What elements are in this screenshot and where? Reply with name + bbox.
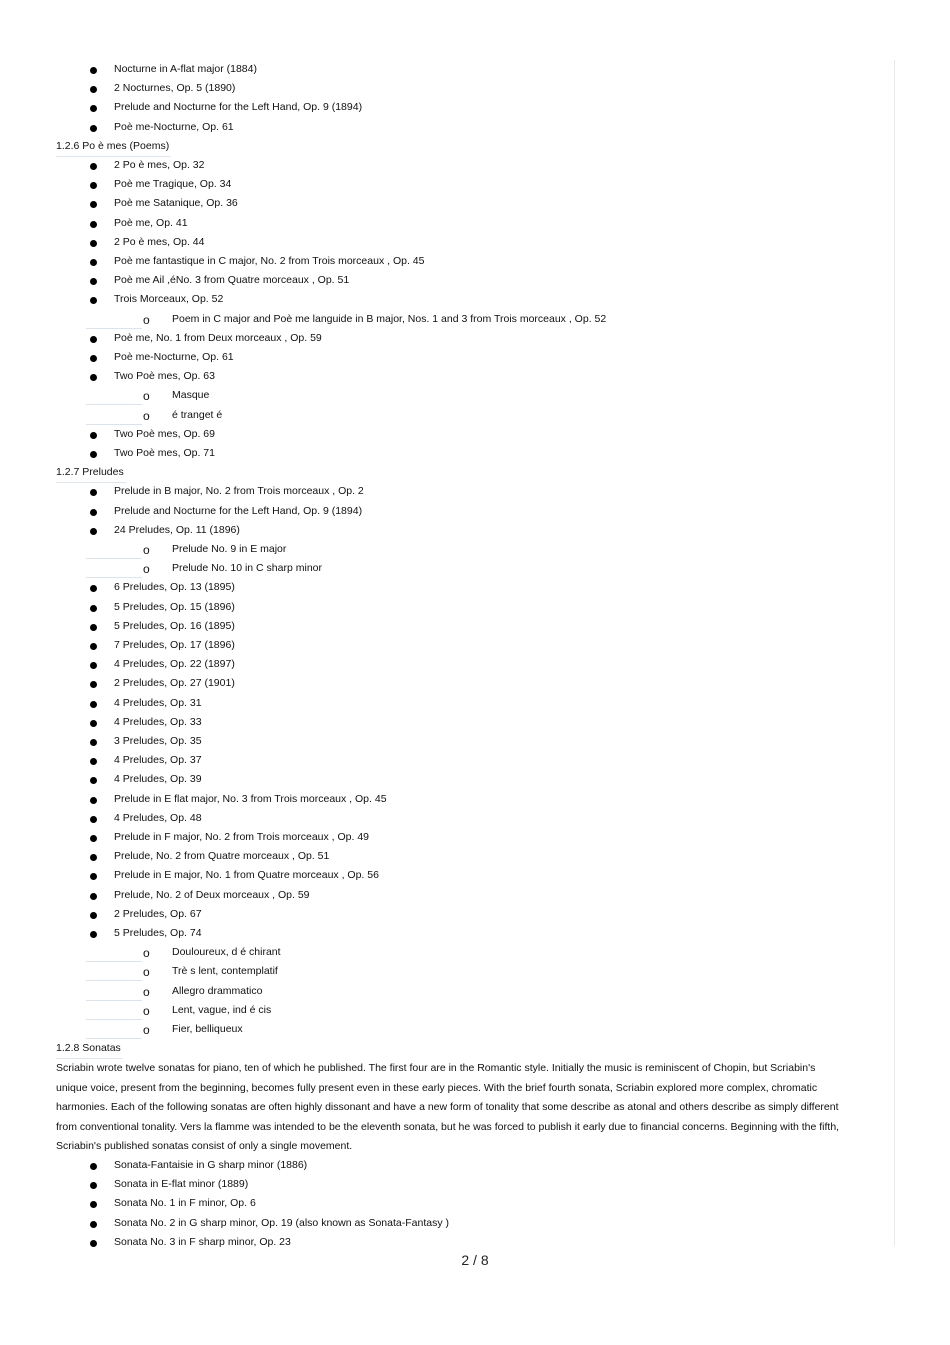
page-indicator: 2 / 8: [461, 1252, 489, 1268]
circle-bullet-icon: o: [143, 543, 150, 557]
bullet-icon: [90, 163, 97, 170]
list-item: Two Poè mes, Op. 69: [114, 427, 215, 440]
bullet-icon: [90, 777, 97, 784]
bullet-icon: [90, 259, 97, 266]
list-item: 4 Preludes, Op. 48: [114, 811, 202, 824]
list-item: Prelude, No. 2 of Deux morceaux , Op. 59: [114, 888, 310, 901]
list-item: 4 Preludes, Op. 33: [114, 715, 202, 728]
bullet-icon: [90, 643, 97, 650]
list-item: 2 Preludes, Op. 27 (1901): [114, 677, 235, 690]
circle-bullet-icon: o: [143, 1003, 150, 1018]
bullet-icon: [90, 489, 97, 496]
bullet-icon: [90, 1163, 97, 1170]
list-item: Prelude and Nocturne for the Left Hand, Op. 9 (1894): [114, 101, 363, 114]
bullet-icon: [90, 509, 97, 516]
sub-list-item: Prelude No. 9 in E major: [172, 543, 287, 555]
bullet-icon: [90, 374, 97, 381]
bullet-icon: [90, 662, 97, 669]
list-item: Prelude and Nocturne for the Left Hand, Op. 9 (1894): [114, 504, 363, 517]
bullet-icon: [90, 278, 97, 285]
list-item: Two Poè mes, Op. 71: [114, 447, 215, 459]
list-item: Poè me-Nocturne, Op. 61: [114, 351, 234, 363]
list-item: 4 Preludes, Op. 39: [114, 773, 202, 786]
bullet-icon: [90, 1201, 97, 1208]
list-item: Poè me, Op. 41: [114, 216, 188, 229]
bullet-icon: [90, 835, 97, 842]
section-heading: 1.2.8 Sonatas: [56, 1039, 123, 1059]
bullet-icon: [90, 451, 97, 458]
section-heading: 1.2.6 Po è mes (Poems): [56, 137, 171, 157]
circle-bullet-icon: o: [143, 946, 150, 961]
bullet-icon: [90, 605, 97, 612]
list-item: Two Poè mes, Op. 63: [114, 370, 215, 383]
circle-bullet-icon: o: [143, 408, 150, 423]
bullet-icon: [90, 739, 97, 746]
list-item: Poè me fantastique in C major, No. 2 from Trois morceaux , Op. 45: [114, 255, 425, 267]
sub-list-item: Allegro drammatico: [172, 984, 263, 997]
list-item: Sonata No. 2 in G sharp minor, Op. 19 (also known as Sonata-Fantasy ): [114, 1216, 450, 1229]
section-heading: 1.2.7 Preludes: [56, 463, 126, 483]
bullet-icon: [90, 758, 97, 765]
sub-list-item: é tranget é: [172, 408, 223, 421]
bullet-icon: [90, 105, 97, 112]
bullet-icon: [90, 355, 97, 362]
bullet-icon: [90, 1240, 97, 1247]
list-item: Poè me Tragique, Op. 34: [114, 178, 232, 191]
circle-bullet-icon: o: [143, 984, 150, 999]
bullet-icon: [90, 201, 97, 208]
sub-list-item: Masque: [172, 389, 210, 402]
bullet-icon: [90, 797, 97, 804]
circle-bullet-icon: o: [143, 965, 150, 980]
list-item: Trois Morceaux, Op. 52: [114, 293, 224, 306]
circle-bullet-icon: o: [143, 389, 150, 404]
list-item: Poè me-Nocturne, Op. 61: [114, 120, 234, 133]
bullet-icon: [90, 681, 97, 688]
list-item: 4 Preludes, Op. 22 (1897): [114, 658, 235, 671]
list-guide-rule: [86, 1000, 142, 1001]
bullet-icon: [90, 182, 97, 189]
list-item: Poè me, No. 1 from Deux morceaux , Op. 59: [114, 331, 322, 344]
bullet-icon: [90, 893, 97, 900]
circle-bullet-icon: o: [143, 312, 150, 327]
list-guide-rule: [86, 558, 142, 559]
list-item: 5 Preludes, Op. 15 (1896): [114, 600, 235, 613]
bullet-icon: [90, 816, 97, 823]
list-item: 7 Preludes, Op. 17 (1896): [114, 639, 235, 651]
bullet-icon: [90, 528, 97, 535]
bullet-icon: [90, 912, 97, 919]
list-item: 3 Preludes, Op. 35: [114, 735, 202, 747]
list-item: Poè me Ail ,éNo. 3 from Quatre morceaux , Op. 51: [114, 274, 350, 287]
bullet-icon: [90, 1182, 97, 1189]
list-item: 2 Preludes, Op. 67: [114, 907, 202, 920]
list-item: Sonata-Fantaisie in G sharp minor (1886): [114, 1158, 308, 1171]
list-item: 6 Preludes, Op. 13 (1895): [114, 581, 235, 594]
bullet-icon: [90, 720, 97, 727]
bullet-icon: [90, 873, 97, 880]
list-item: 2 Nocturnes, Op. 5 (1890): [114, 82, 236, 95]
list-item: 24 Preludes, Op. 11 (1896): [114, 523, 240, 536]
list-guide-rule: [86, 961, 142, 962]
sub-list-item: Douloureux, d é chirant: [172, 946, 281, 959]
list-item: Sonata No. 1 in F minor, Op. 6: [114, 1197, 256, 1210]
list-item: 4 Preludes, Op. 31: [114, 696, 202, 709]
list-item: Prelude in E major, No. 1 from Quatre morceaux , Op. 56: [114, 869, 379, 882]
bullet-icon: [90, 336, 97, 343]
bullet-icon: [90, 86, 97, 93]
sub-list-item: Fier, belliqueux: [172, 1023, 243, 1035]
list-item: 5 Preludes, Op. 74: [114, 927, 202, 939]
bullet-icon: [90, 240, 97, 247]
list-guide-rule: [86, 404, 142, 405]
bullet-icon: [90, 585, 97, 592]
bullet-icon: [90, 624, 97, 631]
list-item: Prelude in F major, No. 2 from Trois morceaux , Op. 49: [114, 831, 370, 843]
list-item: Sonata in E-flat minor (1889): [114, 1178, 249, 1191]
list-guide-rule: [86, 1019, 142, 1020]
bullet-icon: [90, 1221, 97, 1228]
list-item: 2 Po è mes, Op. 44: [114, 235, 205, 248]
bullet-icon: [90, 854, 97, 861]
list-item: 4 Preludes, Op. 37: [114, 754, 202, 767]
bullet-icon: [90, 297, 97, 304]
circle-bullet-icon: o: [143, 562, 150, 577]
sub-list-item: Prelude No. 10 in C sharp minor: [172, 562, 322, 575]
list-item: Prelude, No. 2 from Quatre morceaux , Op. 51: [114, 850, 330, 863]
list-item: Prelude in B major, No. 2 from Trois morceaux , Op. 2: [114, 485, 364, 498]
document-page: [56, 60, 895, 1246]
list-item: Nocturne in A-flat major (1884): [114, 63, 257, 75]
list-item: 2 Po è mes, Op. 32: [114, 159, 205, 171]
list-item: Sonata No. 3 in F sharp minor, Op. 23: [114, 1235, 291, 1248]
list-item: 5 Preludes, Op. 16 (1895): [114, 619, 235, 632]
list-item: Prelude in E flat major, No. 3 from Trois morceaux , Op. 45: [114, 792, 387, 805]
list-guide-rule: [86, 980, 142, 981]
bullet-icon: [90, 67, 97, 74]
bullet-icon: [90, 125, 97, 132]
body-paragraph: Scriabin wrote twelve sonatas for piano, ten of which he published. The first four are in the Romantic style. Initially the music is reminiscent of Chopin, but Scriabin's unique voice, present from the beginning, becomes fully present even in these early pieces. With the brief fourth sonata, Scriabin explored more complex, chromatic harmonies. Each of the following sonatas are often highly dissonant and have a new form of tonality that some describe as atonal and others describe as simply different from conventional tonality. Vers la flamme was intended to be the eleventh sonata, but he was forced to publish it early due to financial concerns. Beginning with the fifth, Scriabin's published sonatas consist of only a single movement.: [56, 1062, 840, 1153]
bullet-icon: [90, 432, 97, 439]
circle-bullet-icon: o: [143, 1023, 150, 1037]
bullet-icon: [90, 701, 97, 708]
list-item: Poè me Satanique, Op. 36: [114, 197, 238, 210]
sub-list-item: Trè s lent, contemplatif: [172, 965, 278, 978]
bullet-icon: [90, 221, 97, 228]
sub-list-item: Poem in C major and Poè me languide in B major, Nos. 1 and 3 from Trois morceaux , Op. 52: [172, 312, 607, 325]
bullet-icon: [90, 931, 97, 938]
sub-list-item: Lent, vague, ind é cis: [172, 1003, 272, 1016]
